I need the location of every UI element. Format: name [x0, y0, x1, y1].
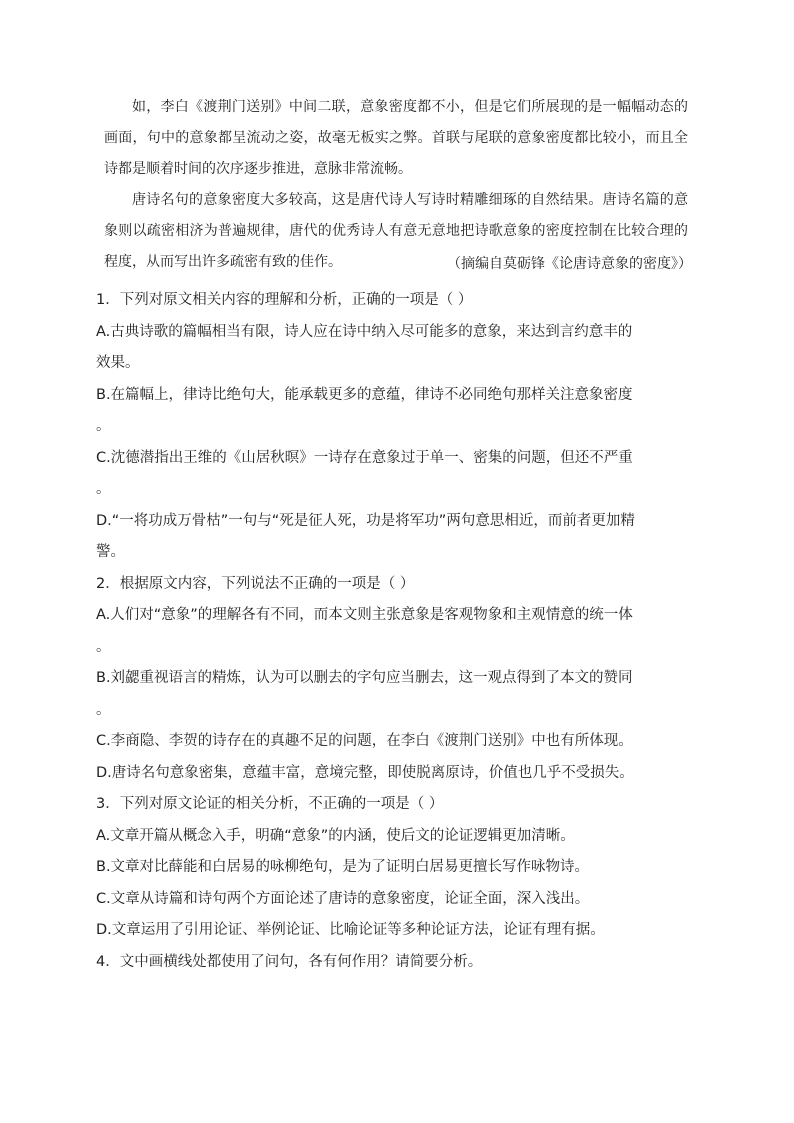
option-text: B.刘勰重视语言的精炼，认为可以删去的字句应当删去，这一观点得到了本文的赞同 [96, 670, 633, 686]
option-text-cont: 。 [96, 481, 111, 497]
option-c[interactable] [96, 443, 690, 506]
option-d[interactable] [96, 506, 690, 569]
option-a[interactable] [96, 317, 690, 380]
option-text-cont: 。 [96, 418, 111, 434]
passage-source: （摘编自莫砺锋《论唐诗意象的密度》） [447, 256, 692, 272]
option-text: D.文章运用了引用论证、举例论证、比喻论证等多种论证方法，论证有理有据。 [96, 922, 605, 938]
question-stem: 2．根据原文内容，下列说法不正确的一项是（ ） [96, 575, 415, 592]
option-text: A.人们对“意象”的理解各有不同，而本文则主张意象是客观物象和主观情意的统一体 [96, 607, 633, 623]
question-stem: 1．下列对原文相关内容的理解和分析，正确的一项是（ ） [96, 292, 473, 308]
option-text: A.古典诗歌的篇幅相当有限，诗人应在诗中纳入尽可能多的意象，来达到言约意丰的 [96, 323, 633, 340]
option-a[interactable] [96, 821, 690, 853]
option-b[interactable] [96, 852, 690, 884]
option-b[interactable] [96, 380, 690, 443]
option-b[interactable] [96, 663, 690, 726]
option-text-cont: 警。 [96, 544, 125, 560]
option-text: B.文章对比薛能和白居易的咏柳绝句，是为了证明白居易更擅长写作咏物诗。 [96, 859, 590, 875]
question-4 [96, 947, 690, 979]
option-text: D.唐诗名句意象密集，意蕴丰富，意境完整，即使脱离原诗，价值也几乎不受损失。 [96, 764, 634, 781]
passage-paragraph-2: 唐诗名句的意象密度大多较高，这是唐代诗人写诗时精雕细琢的自然结果。唐诗名篇的意象则以疏密相济为普遍规律，唐代的优秀诗人有意无意地把诗歌意象的密度控制在比较合理的程度，从而写出许多疏密有致的佳作。 [104, 192, 688, 270]
option-text-cont: 。 [96, 638, 111, 655]
question-stem: 4．文中画横线处都使用了问句，各有何作用？请简要分析。 [96, 953, 483, 970]
option-c[interactable] [96, 884, 690, 916]
option-a[interactable] [96, 600, 690, 663]
question-1 [96, 285, 690, 569]
option-text: C.沈德潜指出王维的《山居秋暝》一诗存在意象过于单一、密集的问题，但还不严重 [96, 449, 633, 466]
question-stem: 3．下列对原文论证的相关分析，不正确的一项是（ ） [96, 796, 444, 812]
question-3 [96, 789, 690, 947]
option-text: D.“一将功成万骨枯”一句与“死是征人死，功是将军功”两句意思相近，而前者更加精 [96, 512, 635, 529]
option-text: A.文章开篇从概念入手，明确“意象”的内涵，使后文的论证逻辑更加清晰。 [96, 827, 575, 844]
question-2 [96, 569, 690, 790]
option-text: C.文章从诗篇和诗句两个方面论述了唐诗的意象密度，论证全面，深入浅出。 [96, 890, 590, 907]
option-c[interactable] [96, 726, 690, 758]
option-text: C.李商隐、李贺的诗存在的真趣不足的问题，在李白《渡荆门送别》中也有所体现。 [96, 733, 633, 749]
option-text-cont: 。 [96, 701, 111, 718]
option-d[interactable] [96, 915, 690, 947]
question-section [96, 285, 690, 978]
option-d[interactable] [96, 758, 690, 790]
passage-paragraph-1: 如，李白《渡荆门送别》中间二联，意象密度都不小，但是它们所展现的是一幅幅动态的画面，句中的意象都呈流动之姿，故毫无板实之弊。首联与尾联的意象密度都比较小，而且全诗都是顺着时间的次序逐步推进，意脉非常流畅。 [104, 99, 688, 177]
option-text: B.在篇幅上，律诗比绝句大，能承载更多的意蕴，律诗不必同绝句那样关注意象密度 [96, 386, 633, 403]
option-text-cont: 效果。 [96, 355, 140, 371]
